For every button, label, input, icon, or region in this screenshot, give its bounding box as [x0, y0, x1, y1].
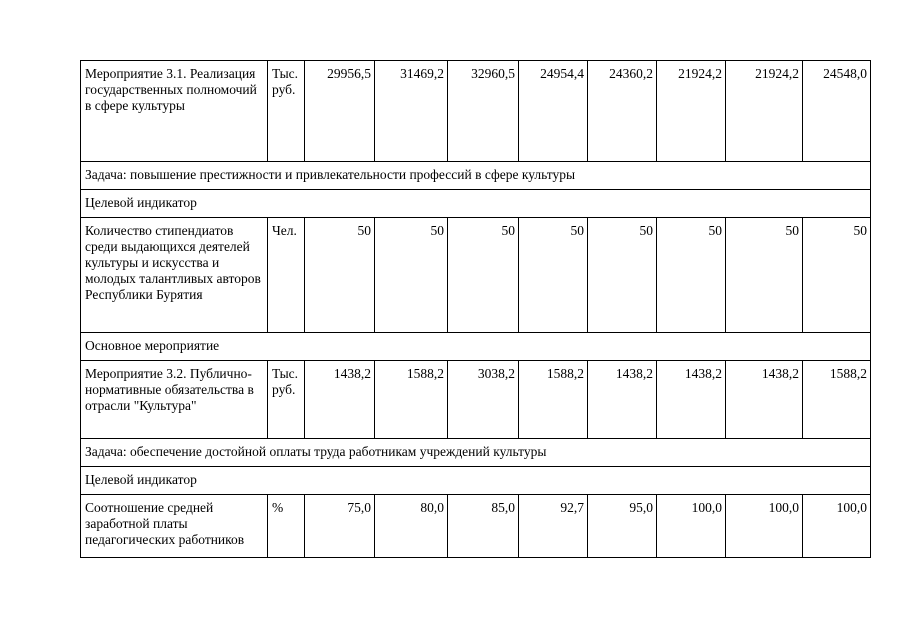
row-unit: Тыс. руб. [268, 61, 305, 162]
value-cell: 29956,5 [305, 61, 375, 162]
value-cell: 50 [657, 218, 726, 333]
value-cell: 21924,2 [726, 61, 803, 162]
value-cell: 31469,2 [375, 61, 448, 162]
value-cell: 21924,2 [657, 61, 726, 162]
value-cell: 100,0 [657, 495, 726, 558]
row-unit: Тыс. руб. [268, 361, 305, 439]
value-cell: 50 [305, 218, 375, 333]
value-cell: 85,0 [448, 495, 519, 558]
value-cell: 50 [519, 218, 588, 333]
row-unit: Чел. [268, 218, 305, 333]
table-row [81, 361, 871, 439]
table-row [81, 439, 871, 467]
value-cell: 1438,2 [588, 361, 657, 439]
table-row [81, 495, 871, 558]
value-cell: 24954,4 [519, 61, 588, 162]
value-cell: 100,0 [803, 495, 871, 558]
value-cell: 1588,2 [803, 361, 871, 439]
table-row [81, 162, 871, 190]
value-cell: 1588,2 [519, 361, 588, 439]
task-heading: Задача: повышение престижности и привлекательности профессий в сфере культуры [81, 162, 871, 190]
value-cell: 1438,2 [726, 361, 803, 439]
value-cell: 50 [448, 218, 519, 333]
value-cell: 75,0 [305, 495, 375, 558]
table-row [81, 61, 871, 162]
table-row [81, 333, 871, 361]
value-cell: 50 [375, 218, 448, 333]
value-cell: 100,0 [726, 495, 803, 558]
row-unit: % [268, 495, 305, 558]
value-cell: 24548,0 [803, 61, 871, 162]
value-cell: 95,0 [588, 495, 657, 558]
row-label: Мероприятие 3.1. Реализация государственных полномочий в сфере культуры [81, 61, 268, 162]
value-cell: 1438,2 [657, 361, 726, 439]
value-cell: 3038,2 [448, 361, 519, 439]
program-table [80, 60, 871, 558]
row-label: Соотношение средней заработной платы педагогических работников [81, 495, 268, 558]
section-heading: Целевой индикатор [81, 190, 871, 218]
value-cell: 50 [803, 218, 871, 333]
value-cell: 80,0 [375, 495, 448, 558]
table-row [81, 218, 871, 333]
row-label: Количество стипендиатов среди выдающихся деятелей культуры и искусства и молодых талантливых авторов Республики Бурятия [81, 218, 268, 333]
value-cell: 50 [726, 218, 803, 333]
task-heading: Задача: обеспечение достойной оплаты труда работникам учреждений культуры [81, 439, 871, 467]
value-cell: 92,7 [519, 495, 588, 558]
value-cell: 32960,5 [448, 61, 519, 162]
table-row [81, 467, 871, 495]
section-heading: Целевой индикатор [81, 467, 871, 495]
row-label: Мероприятие 3.2. Публично-нормативные обязательства в отрасли "Культура" [81, 361, 268, 439]
value-cell: 1588,2 [375, 361, 448, 439]
value-cell: 50 [588, 218, 657, 333]
table-row [81, 190, 871, 218]
section-heading: Основное мероприятие [81, 333, 871, 361]
value-cell: 24360,2 [588, 61, 657, 162]
value-cell: 1438,2 [305, 361, 375, 439]
